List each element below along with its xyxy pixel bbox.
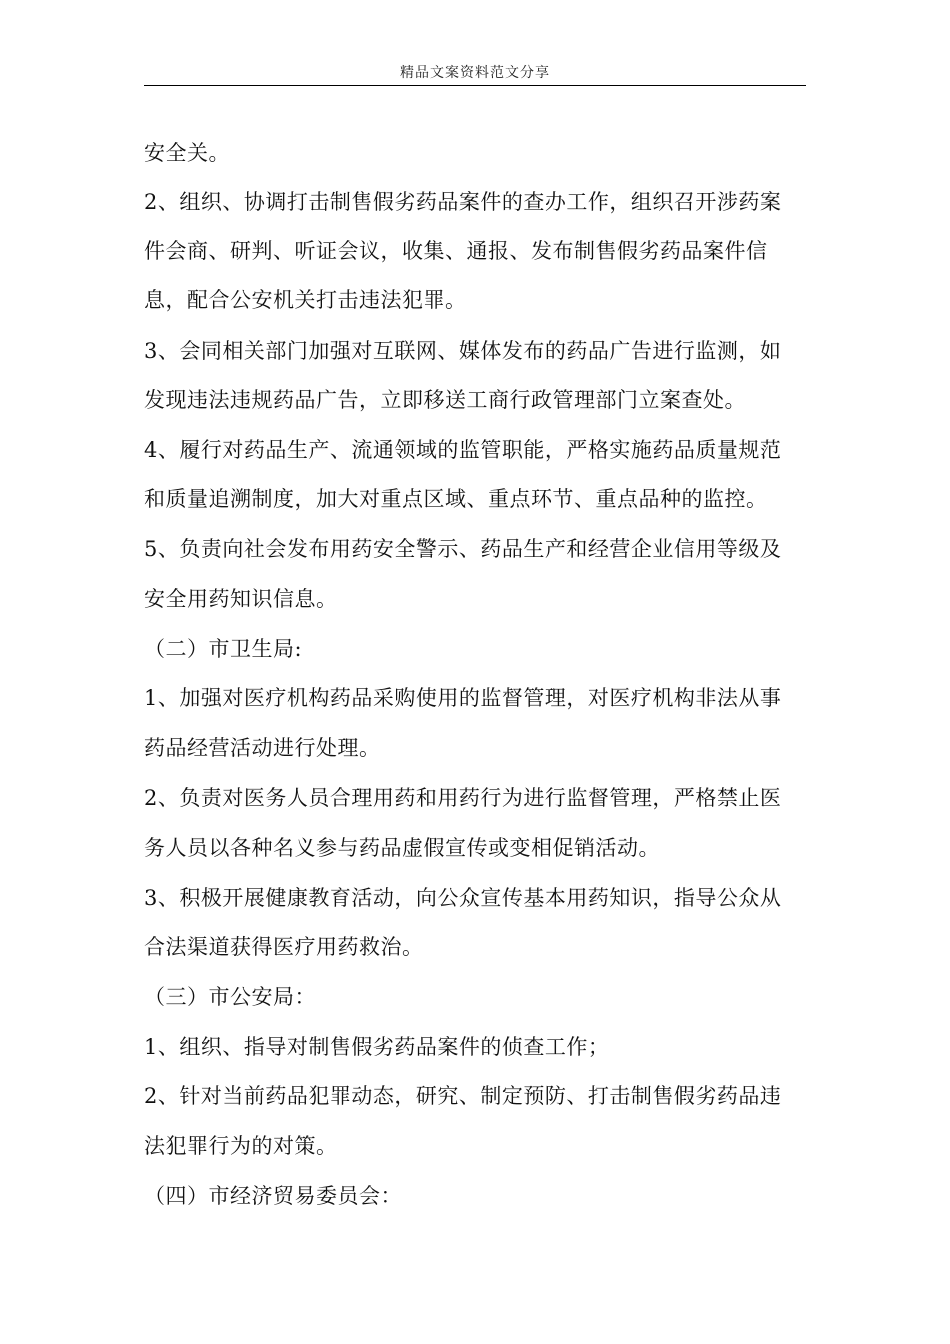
section-heading: （四）市经济贸易委员会： <box>144 1184 402 1208</box>
text-line: 2、针对当前药品犯罪动态，研究、制定预防、打击制售假劣药品违 <box>144 1084 782 1108</box>
text-line: 3、会同相关部门加强对互联网、媒体发布的药品广告进行监测，如 <box>144 339 782 363</box>
text-line: 2、负责对医务人员合理用药和用药行为进行监督管理，严格禁止医 <box>144 786 782 810</box>
text-line: 法犯罪行为的对策。 <box>144 1134 338 1158</box>
section-heading: （二）市卫生局: <box>144 637 303 661</box>
text-line: 息，配合公安机关打击违法犯罪。 <box>144 288 467 312</box>
text-line: 合法渠道获得医疗用药救治。 <box>144 935 424 959</box>
text-line: 1、加强对医疗机构药品采购使用的监督管理，对医疗机构非法从事 <box>144 686 782 710</box>
text-line: 1、组织、指导对制售假劣药品案件的侦查工作； <box>144 1035 610 1059</box>
text-line: 安全用药知识信息。 <box>144 587 338 611</box>
text-line: 药品经营活动进行处理。 <box>144 736 381 760</box>
text-line: 3、积极开展健康教育活动，向公众宣传基本用药知识，指导公众从 <box>144 886 782 910</box>
text-line: 发现违法违规药品广告，立即移送工商行政管理部门立案查处。 <box>144 388 746 412</box>
text-line: 安全关。 <box>144 141 230 165</box>
text-line: 和质量追溯制度，加大对重点区域、重点环节、重点品种的监控。 <box>144 487 768 511</box>
page-header: 精品文案资料范文分享 <box>400 65 550 81</box>
text-line: 4、履行对药品生产、流通领域的监管职能，严格实施药品质量规范 <box>144 438 782 462</box>
text-line: 务人员以各种名义参与药品虚假宣传或变相促销活动。 <box>144 836 660 860</box>
text-line: 件会商、研判、听证会议，收集、通报、发布制售假劣药品案件信 <box>144 239 768 263</box>
text-line: 2、组织、协调打击制售假劣药品案件的查办工作，组织召开涉药案 <box>144 190 782 214</box>
header-divider <box>144 85 806 86</box>
section-heading: （三）市公安局： <box>144 985 316 1009</box>
text-line: 5、负责向社会发布用药安全警示、药品生产和经营企业信用等级及 <box>144 537 782 561</box>
